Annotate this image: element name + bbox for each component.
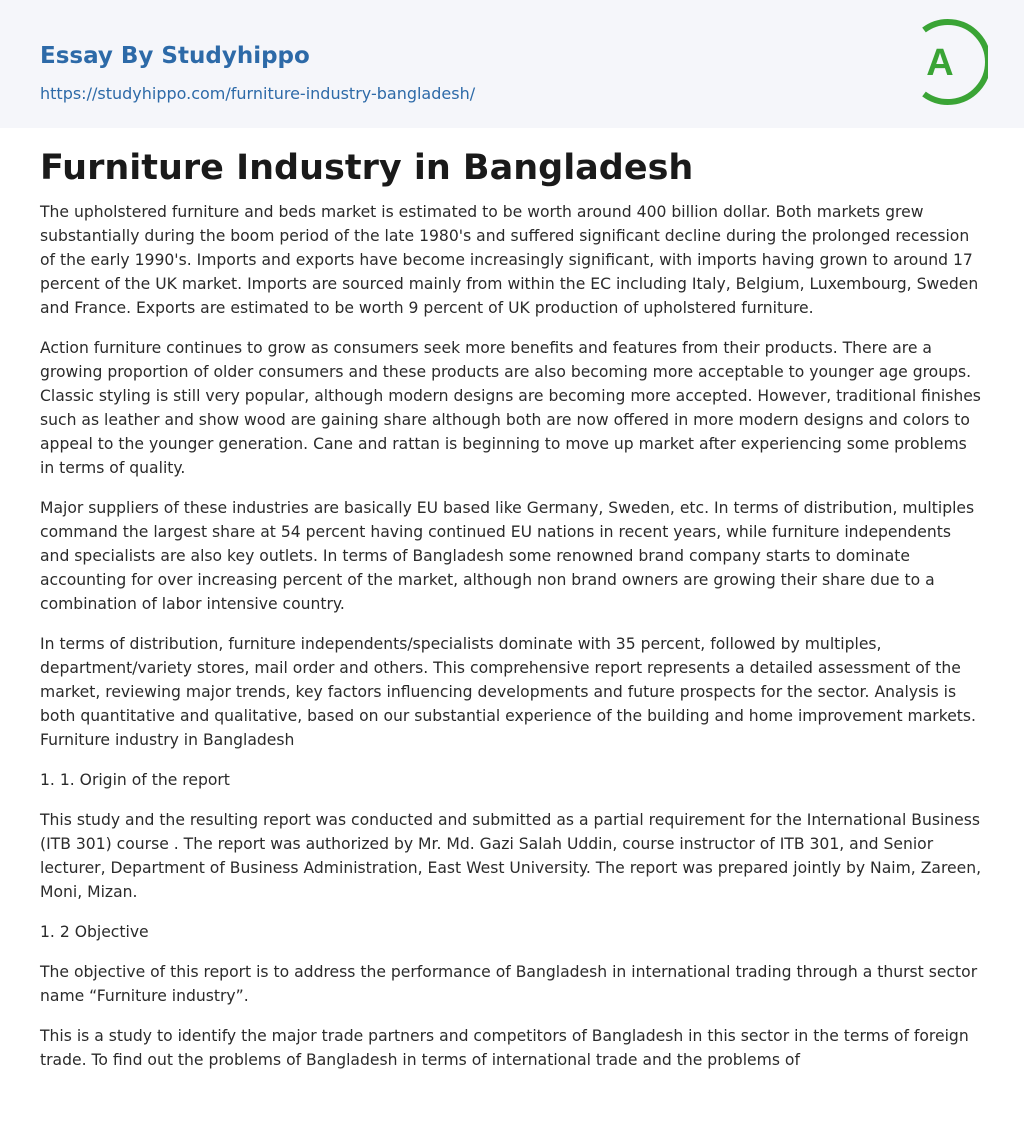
paragraph-3: Major suppliers of these industries are basically EU based like Germany, Sweden, etc. In terms of distribution, multiples command the largest share at 54 percent having continued EU nations in recent years, while furniture independents and specialists are also key outlets. In terms of Bangladesh some renowned brand company starts to dominate accounting for over increasing percent of the market, although non brand owners are growing their share due to a combination of labor intensive country.	[40, 499, 975, 613]
brand-title[interactable]: Essay By Studyhippo	[40, 43, 310, 69]
site-header	[0, 0, 1024, 128]
section-heading-objective: 1. 2 Objective	[40, 923, 149, 941]
paragraph-7: This is a study to identify the major trade partners and competitors of Bangladesh in this sector in the terms of foreign trade. To find out the problems of Bangladesh in terms of international trade and the problems of	[40, 1027, 969, 1069]
paragraph-4: In terms of distribution, furniture independents/specialists dominate with 35 percent, followed by multiples, department/variety stores, mail order and others. This comprehensive report represents a detailed assessment of the market, reviewing major trends, key factors influencing developments and future prospects for the sector. Analysis is both quantitative and qualitative, based on our substantial experience of the building and home improvement markets. Furniture industry in Bangladesh	[40, 635, 976, 749]
paragraph-2: Action furniture continues to grow as consumers seek more benefits and features from their products. There are a growing proportion of older consumers and these products are also becoming more acceptable to younger age groups. Classic styling is still very popular, although modern designs are becoming more accepted. However, traditional finishes such as leather and show wood are gaining share although both are now offered in more modern designs and colors to appeal to the younger generation. Cane and rattan is beginning to move up market after experiencing some problems in terms of quality.	[40, 339, 981, 477]
paragraph-5: This study and the resulting report was conducted and submitted as a partial requirement for the International Business (ITB 301) course . The report was authorized by Mr. Md. Gazi Salah Uddin, course instructor of ITB 301, and Senior lecturer, Department of Business Administration, East West University. The report was prepared jointly by Naim, Zareen, Moni, Mizan.	[40, 811, 982, 901]
section-heading-origin: 1. 1. Origin of the report	[40, 771, 230, 789]
paragraph-6: The objective of this report is to address the performance of Bangladesh in international trading through a thurst sector name “Furniture industry”.	[40, 963, 978, 1005]
source-url-link[interactable]: https://studyhippo.com/furniture-industry-bangladesh/	[40, 84, 476, 103]
logo-letter: A	[926, 42, 954, 84]
page-title: Furniture Industry in Bangladesh	[40, 148, 694, 188]
article	[40, 144, 984, 1088]
paragraph-1: The upholstered furniture and beds market is estimated to be worth around 400 billion dollar. Both markets grew substantially during the boom period of the late 1980's and suffered significant decline during the prolonged recession of the early 1990's. Imports and exports have become increasingly significant, with imports having grown to around 17 percent of the UK market. Imports are sourced mainly from within the EC including Italy, Belgium, Luxembourg, Sweden and France. Exports are estimated to be worth 9 percent of UK production of upholstered furniture.	[40, 203, 979, 317]
studyhippo-logo-icon[interactable]	[912, 18, 988, 106]
